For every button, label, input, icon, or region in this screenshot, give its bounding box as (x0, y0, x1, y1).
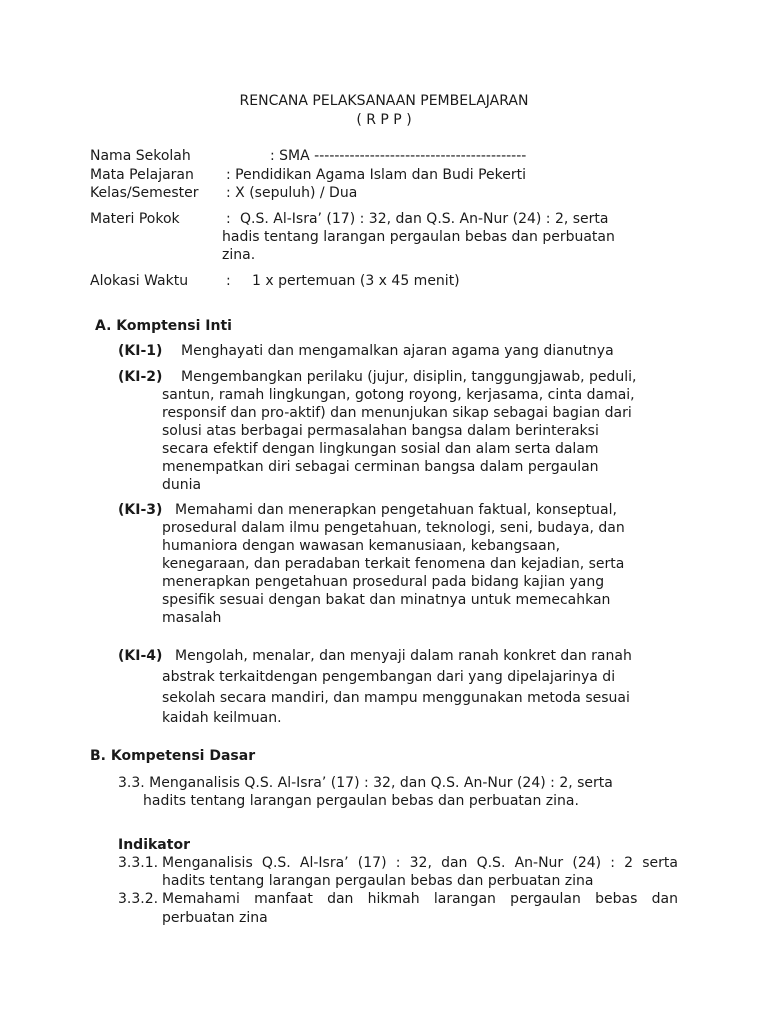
kd-line: 3.3. Menganalisis Q.S. Al-Isra’ (17) : 32, dan Q.S. An-Nur (24) : 2, serta (118, 775, 613, 791)
ki4-line: sekolah secara mandiri, dan mampu menggunakan metoda sesuai (162, 690, 630, 706)
ki2-code: (KI-2) (118, 369, 163, 385)
ki4-line: kaidah keilmuan. (162, 710, 282, 726)
indicator-line: hadits tentang larangan pergaulan bebas dan perbuatan zina (162, 873, 594, 889)
section-a-heading: A. Komptensi Inti (95, 318, 232, 334)
school-value: : SMA ------------------------------------------ (270, 148, 527, 164)
ki3-line: menerapkan pengetahuan prosedural pada bidang kajian yang (162, 574, 605, 590)
ki1-line: Menghayati dan mengamalkan ajaran agama yang dianutnya (181, 343, 614, 359)
indicator-line: Memahami manfaat dan hikmah larangan pergaulan bebas dan (162, 891, 678, 907)
document-title: RENCANA PELAKSANAAN PEMBELAJARAN (239, 93, 529, 109)
section-b-heading: B. Kompetensi Dasar (90, 748, 256, 764)
material-label: Materi Pokok (90, 211, 180, 227)
class-value: : X (sepuluh) / Dua (226, 185, 358, 201)
ki1-code: (KI-1) (118, 343, 163, 359)
ki2-line: menempatkan diri sebagai cerminan bangsa dalam pergaulan (162, 459, 599, 475)
school-label: Nama Sekolah (90, 148, 191, 164)
material-line: zina. (222, 247, 256, 263)
time-label: Alokasi Waktu (90, 273, 189, 289)
indicator-line: perbuatan zina (162, 910, 268, 926)
ki3-code: (KI-3) (118, 502, 163, 518)
material-line: Q.S. Al-Isra’ (17) : 32, dan Q.S. An-Nur (24) : 2, serta (240, 211, 609, 227)
indicator-line: Menganalisis Q.S. Al-Isra’ (17) : 32, dan Q.S. An-Nur (24) : 2 serta (162, 855, 678, 871)
subject-label: Mata Pelajaran (90, 167, 194, 183)
ki2-line: solusi atas berbagai permasalahan bangsa dalam berinteraksi (162, 423, 599, 439)
ki2-line: responsif dan pro-aktif) dan menunjukan sikap sebagai bagian dari (162, 405, 632, 421)
material-colon: : (226, 211, 231, 227)
indicator-heading: Indikator (118, 837, 190, 853)
ki4-line: Mengolah, menalar, dan menyaji dalam ranah konkret dan ranah (175, 648, 632, 664)
time-colon: : (226, 273, 231, 289)
subject-value: : Pendidikan Agama Islam dan Budi Pekerti (226, 167, 527, 183)
ki3-line: spesifik sesuai dengan bakat dan minatnya untuk memecahkan (162, 592, 611, 608)
ki2-line: santun, ramah lingkungan, gotong royong, kerjasama, cinta damai, (162, 387, 635, 403)
time-value: 1 x pertemuan (3 x 45 menit) (252, 273, 460, 289)
ki2-line: dunia (162, 477, 202, 493)
ki4-code: (KI-4) (118, 648, 163, 664)
ki3-line: kenegaraan, dan peradaban terkait fenomena dan kejadian, serta (162, 556, 625, 572)
kd-line: hadits tentang larangan pergaulan bebas dan perbuatan zina. (143, 793, 579, 809)
indicator-number: 3.3.2. (118, 891, 159, 907)
ki3-line: prosedural dalam ilmu pengetahuan, teknologi, seni, budaya, dan (162, 520, 625, 536)
ki3-line: masalah (162, 610, 222, 626)
ki4-line: abstrak terkaitdengan pengembangan dari yang dipelajarinya di (162, 669, 616, 685)
ki2-line: secara efektif dengan lingkungan sosial dan alam serta dalam (162, 441, 599, 457)
ki2-line: Mengembangkan perilaku (jujur, disiplin, tanggungjawab, peduli, (181, 369, 637, 385)
material-line: hadis tentang larangan pergaulan bebas dan perbuatan (222, 229, 615, 245)
ki3-line: humaniora dengan wawasan kemanusiaan, kebangsaan, (162, 538, 561, 554)
indicator-number: 3.3.1. (118, 855, 159, 871)
ki3-line: Memahami dan menerapkan pengetahuan faktual, konseptual, (175, 502, 617, 518)
class-label: Kelas/Semester (90, 185, 199, 201)
document-subtitle: ( R P P ) (356, 112, 412, 128)
